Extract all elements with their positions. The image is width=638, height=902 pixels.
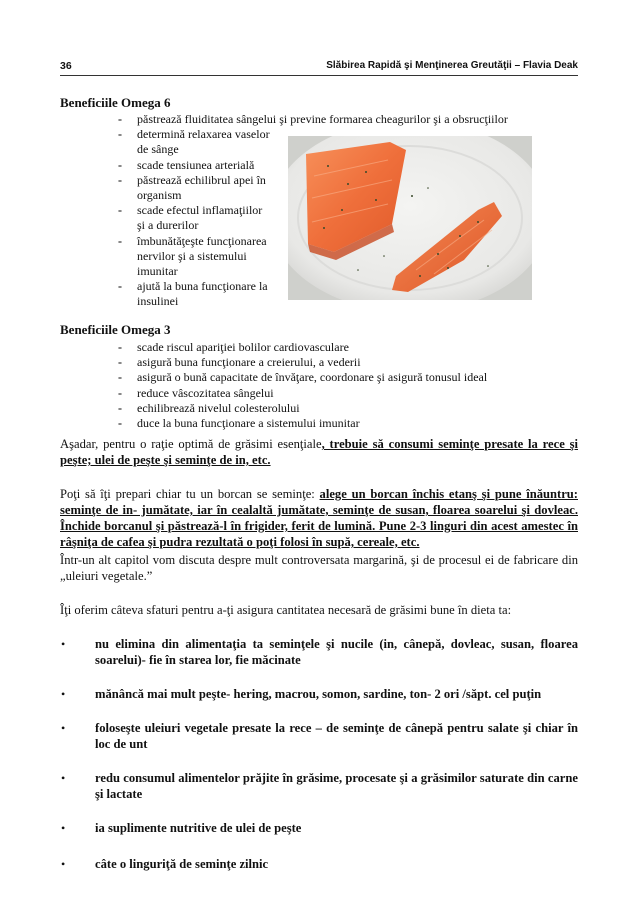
dash-marker: - — [118, 127, 122, 142]
omega3-item-text: scade riscul apariţiei bolilor cardiovasculare — [137, 340, 349, 354]
paragraph-seed-jar — [60, 486, 578, 550]
omega3-item — [118, 370, 578, 385]
omega3-item — [118, 416, 578, 431]
header-rule — [60, 75, 578, 76]
paragraph-seed-jar-plain: Poţi să îţi prepari chiar tu un borcan se seminţe: — [60, 487, 320, 501]
omega6-item-line: păstrează echilibrul apei în — [137, 172, 266, 187]
dash-marker: - — [118, 370, 122, 385]
dash-marker: - — [118, 157, 122, 172]
tip-item — [60, 820, 578, 836]
dash-marker: - — [118, 203, 122, 218]
omega6-item-line: ajută la buna funcţionare la — [137, 279, 268, 294]
bullet-icon: • — [61, 637, 66, 651]
omega3-item-text: asigură o bună capacitate de învăţare, coordonare şi asigură tonusul ideal — [137, 370, 488, 385]
paragraph-margarine: Într-un alt capitol vom discuta despre mult controversata margarină, şi de procesul ei de fabricare din „uleiuri vegetale.” — [60, 553, 578, 583]
page-number: 36 — [60, 60, 72, 72]
bullet-icon: • — [61, 687, 66, 701]
dash-marker: - — [118, 112, 122, 126]
paragraph-seed-jar-emphasis: alege un borcan închis etanş şi pune înăuntru: seminţe de in- jumătate, iar în cealaltă jumătate, seminţe de susan, floarea soarelui şi dovleac. Închide borcanul şi păstrează-l în frigider, ferit de lumină. Pune 2-3 linguri din acest amestec în râşniţa de cafea şi pudra rezultată o poţi folosi în supă, cereale, etc. — [60, 487, 578, 549]
omega3-item-text: reduce vâscozitatea sângelui — [137, 385, 274, 400]
omega3-heading: Beneficiile Omega 3 — [60, 322, 171, 337]
dash-marker: - — [118, 400, 122, 415]
page-header — [60, 60, 578, 76]
paragraph-tips-intro: Îţi oferim câteva sfaturi pentru a-ţi asigura cantitatea necesară de grăsimi bune în dieta ta: — [60, 603, 512, 617]
bullet-icon: • — [61, 857, 66, 871]
omega6-item-line: păstrează fluiditatea sângelui şi previne formarea cheagurilor şi a obsrucţiilor — [137, 112, 508, 126]
tip-text: foloseşte uleiuri vegetale presate la rece – de seminţe de cânepă pentru salate şi chiar în loc de unt — [95, 721, 578, 751]
omega6-item-line: şi a durerilor — [137, 218, 199, 233]
omega3-item-text: asigură buna funcţionare a creierului, a vederii — [137, 355, 361, 370]
omega3-item-text: duce la buna funcţionare a sistemului imunitar — [137, 416, 360, 431]
tip-item — [60, 770, 578, 802]
omega3-list — [118, 340, 578, 431]
paragraph-essential-fats-plain: Aşadar, pentru o raţie optimă de grăsimi esenţiale — [60, 437, 322, 451]
omega6-item-line: îmbunătăţeşte funcţionarea — [137, 233, 267, 248]
omega3-item — [118, 386, 578, 401]
tip-text: nu elimina din alimentaţia ta seminţele şi nucile (in, cânepă, dovleac, susan, floarea soarelui)- fie în starea lor, fie măcinate — [95, 637, 578, 667]
book-title: Slăbirea Rapidă şi Menţinerea Greutăţii – Flavia Deak — [326, 60, 578, 71]
dash-marker: - — [118, 340, 122, 354]
dash-marker: - — [118, 355, 122, 370]
omega3-item — [118, 355, 578, 370]
salmon-plate-image — [288, 136, 532, 300]
omega6-item-line: organism — [137, 188, 182, 203]
tip-text: ia suplimente nutritive de ulei de peşte — [95, 821, 302, 835]
omega6-item-line: insulinei — [137, 294, 179, 309]
tip-item — [60, 720, 578, 752]
omega6-item-line: determină relaxarea vaselor — [137, 127, 270, 142]
omega6-item-line: scade efectul inflamaţiilor — [137, 203, 263, 218]
bullet-icon: • — [61, 721, 66, 735]
tip-text: câte o linguriţă de seminţe zilnic — [95, 857, 269, 871]
omega6-item-line: scade tensiunea arterială — [137, 157, 255, 172]
tip-text: redu consumul alimentelor prăjite în grăsime, procesate şi a grăsimilor saturate din carne şi lactate — [95, 771, 578, 801]
dash-marker: - — [118, 385, 122, 400]
omega6-item — [118, 112, 578, 127]
tips-list — [60, 636, 578, 871]
dash-marker: - — [118, 172, 122, 187]
paragraph-essential-fats — [60, 436, 578, 468]
omega6-item-line: nervilor şi a sistemului — [137, 248, 247, 263]
dash-marker: - — [118, 279, 122, 294]
tip-item — [60, 636, 578, 668]
tip-item — [60, 686, 578, 702]
bullet-icon: • — [61, 821, 66, 835]
omega3-item — [118, 340, 578, 355]
tip-text: mănâncă mai mult peşte- hering, macrou, somon, sardine, ton- 2 ori /săpt. cel puţin — [95, 687, 542, 701]
dash-marker: - — [118, 233, 122, 248]
omega3-item — [118, 401, 578, 416]
omega6-item-line: de sânge — [137, 142, 179, 157]
bullet-icon: • — [61, 771, 66, 785]
omega3-item-text: echilibrează nivelul colesterolului — [137, 400, 300, 415]
omega6-heading: Beneficiile Omega 6 — [60, 95, 171, 110]
tip-item — [60, 856, 578, 872]
paragraph-essential-fats-emphasis: , trebuie să consumi seminţe presate la rece şi peşte; ulei de peşte şi seminţe de in, etc. — [60, 437, 578, 467]
dash-marker: - — [118, 416, 122, 431]
omega6-item-line: imunitar — [137, 264, 178, 279]
